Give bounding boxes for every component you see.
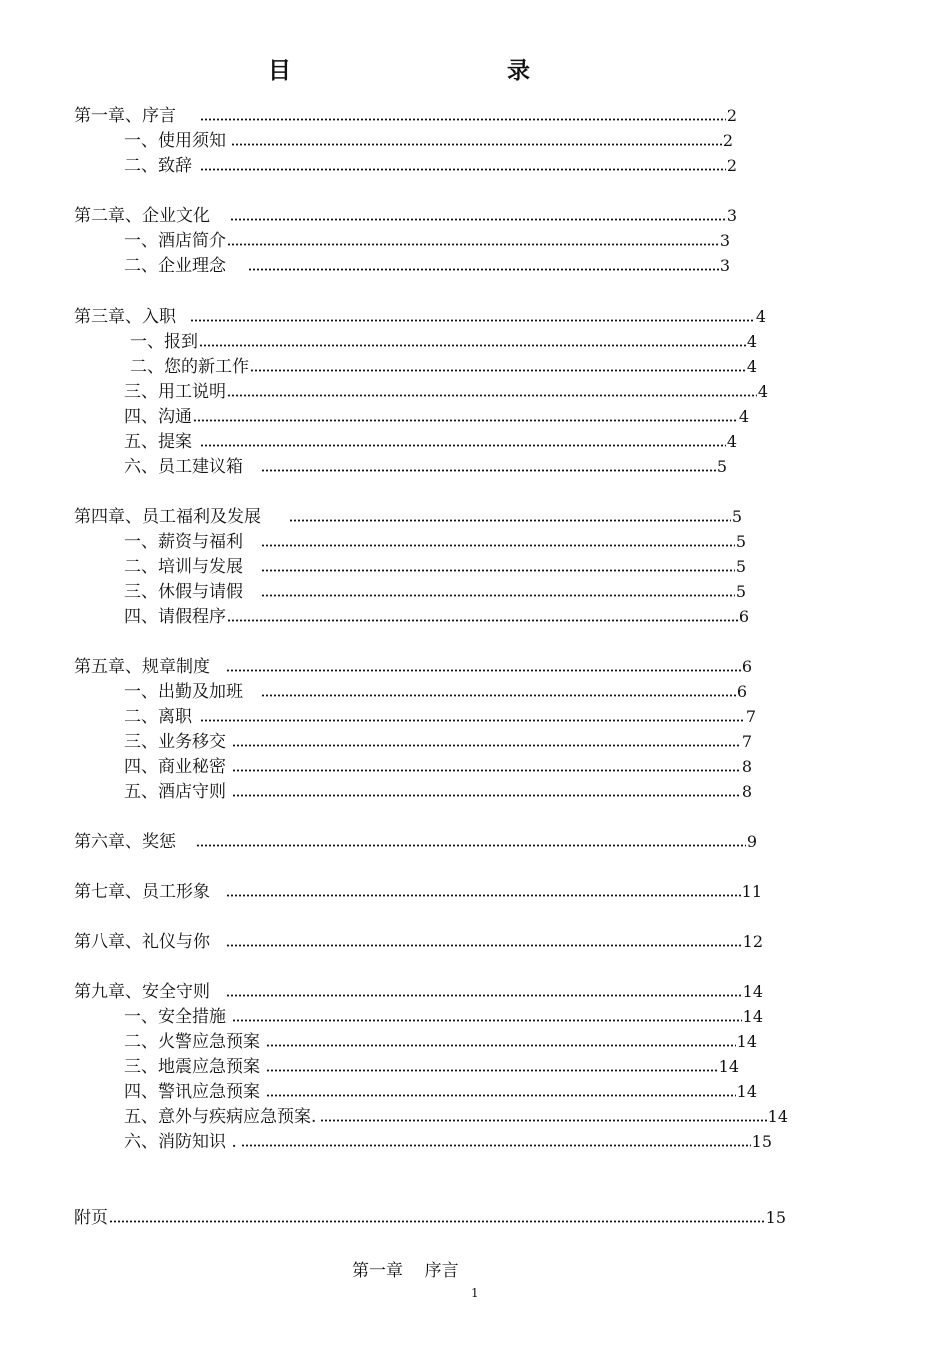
toc-entry-label: 一、使用须知 <box>124 131 226 151</box>
toc-page-number: 15 <box>751 1132 772 1151</box>
toc-page-number: 14 <box>767 1107 788 1126</box>
toc-page-number: 3 <box>726 206 737 225</box>
toc-entry-section[interactable] <box>124 1080 757 1104</box>
dot-leader <box>250 369 746 372</box>
dot-leader <box>227 394 757 397</box>
toc-entry-label: 第二章、企业文化 <box>74 206 210 226</box>
toc-page-number: 4 <box>746 357 757 376</box>
toc-entry-label: 四、商业秘密 <box>124 757 226 777</box>
dot-leader <box>196 844 746 847</box>
toc-entry-chapter-5[interactable] <box>74 655 752 679</box>
dot-leader <box>231 143 722 146</box>
toc-entry-section[interactable] <box>124 780 752 804</box>
toc-entry-chapter-4[interactable] <box>74 505 742 529</box>
toc-entry-label: 第五章、规章制度 <box>74 657 210 677</box>
toc-entry-label: 一、安全措施 <box>124 1007 226 1027</box>
toc-page-number: 14 <box>736 1032 757 1051</box>
dot-leader <box>227 619 738 622</box>
toc-entry-label: 第三章、入职 <box>74 307 176 327</box>
page-number: 1 <box>471 1286 479 1300</box>
toc-entry-label: 二、企业理念 <box>124 256 226 276</box>
toc-entry-label: 第七章、员工形象 <box>74 882 210 902</box>
toc-page-number: 2 <box>726 106 737 125</box>
toc-page-number: 4 <box>738 407 749 426</box>
toc-page-number: 3 <box>719 231 730 250</box>
toc-entry-chapter-9[interactable] <box>74 980 763 1004</box>
toc-entry-section[interactable] <box>130 330 757 354</box>
toc-page-number: 14 <box>718 1057 739 1076</box>
toc-page-number: 6 <box>736 682 747 701</box>
toc-entry-label: 二、火警应急预案 <box>124 1032 260 1052</box>
toc-page-number: 5 <box>735 532 746 551</box>
toc-entry-section[interactable] <box>124 730 752 754</box>
toc-entry-label: 一、酒店简介 <box>124 231 226 251</box>
toc-entry-label: 五、酒店守则 <box>124 782 226 802</box>
toc-entry-chapter-3[interactable] <box>74 305 766 329</box>
toc-entry-section[interactable] <box>124 405 749 429</box>
toc-page-number: 7 <box>741 732 752 751</box>
toc-entry-label: 六、员工建议箱 <box>124 457 243 477</box>
toc-entry-label: 五、意外与疾病应急预案. <box>124 1107 317 1127</box>
dot-leader <box>261 594 735 597</box>
dot-leader <box>199 344 746 347</box>
dot-leader <box>227 243 719 246</box>
toc-page-number: 5 <box>716 457 727 476</box>
dot-leader <box>261 469 716 472</box>
toc-entry-section[interactable] <box>124 455 727 479</box>
toc-entry-chapter-2[interactable] <box>74 204 737 228</box>
dot-leader <box>232 1019 742 1022</box>
toc-entry-label: 第八章、礼仪与你 <box>74 932 210 952</box>
toc-entry-section[interactable] <box>124 530 746 554</box>
dot-leader <box>190 319 755 322</box>
toc-entry-label: 第四章、员工福利及发展 <box>74 507 261 527</box>
toc-page-number: 14 <box>736 1082 757 1101</box>
toc-entry-label: 一、出勤及加班 <box>124 682 243 702</box>
toc-page-number: 4 <box>726 432 737 451</box>
toc-entry-label: 六、消防知识 . <box>124 1132 237 1152</box>
toc-page-number: 4 <box>746 332 757 351</box>
toc-page-number: 4 <box>755 307 766 326</box>
toc-entry-section[interactable] <box>124 1130 772 1154</box>
dot-leader <box>230 218 726 221</box>
toc-entry-label: 四、沟通 <box>124 407 192 427</box>
toc-entry-section[interactable] <box>124 380 768 404</box>
dot-leader <box>226 669 741 672</box>
toc-page-number: 6 <box>738 607 749 626</box>
toc-entry-label: 三、休假与请假 <box>124 582 243 602</box>
toc-entry-section[interactable] <box>124 705 756 729</box>
dot-leader <box>261 694 736 697</box>
toc-page-number: 7 <box>745 707 756 726</box>
chapter-heading: 第一章 序言 <box>352 1261 459 1281</box>
toc-page-number: 5 <box>735 582 746 601</box>
toc-page-number: 2 <box>722 131 733 150</box>
toc-page-number: 11 <box>741 882 762 901</box>
toc-entry-section[interactable] <box>130 355 757 379</box>
toc-entry-label: 第六章、奖惩 <box>74 832 176 852</box>
toc-title-right: 录 <box>507 58 530 84</box>
toc-entry-label: 五、提案 <box>124 432 192 452</box>
toc-entry-label: 二、您的新工作 <box>130 357 249 377</box>
dot-leader <box>261 569 735 572</box>
toc-page-number: 5 <box>735 557 746 576</box>
toc-entry-chapter-6[interactable] <box>74 830 757 854</box>
toc-entry-section[interactable] <box>124 580 746 604</box>
toc-entry-label: 第一章、序言 <box>74 106 176 126</box>
dot-leader <box>266 1069 718 1072</box>
toc-entry-label: 附页 <box>74 1208 108 1228</box>
toc-entry-section[interactable] <box>124 430 737 454</box>
toc-entry-section[interactable] <box>124 129 733 153</box>
toc-entry-appendix[interactable] <box>74 1206 786 1230</box>
toc-entry-section[interactable] <box>124 680 747 704</box>
toc-entry-label: 四、请假程序 <box>124 607 226 627</box>
toc-page-number: 5 <box>731 507 742 526</box>
toc-entry-label: 一、报到 <box>130 332 198 352</box>
toc-entry-section[interactable] <box>124 1055 739 1079</box>
toc-entry-label: 四、警讯应急预案 <box>124 1082 260 1102</box>
toc-page-number: 2 <box>726 156 737 175</box>
dot-leader <box>226 894 741 897</box>
dot-leader <box>200 118 726 121</box>
dot-leader <box>226 994 742 997</box>
toc-entry-label: 第九章、安全守则 <box>74 982 210 1002</box>
toc-page-number: 8 <box>741 782 752 801</box>
toc-entry-section[interactable] <box>124 605 749 629</box>
toc-entry-section[interactable] <box>124 254 730 278</box>
dot-leader <box>200 719 745 722</box>
toc-page-number: 6 <box>741 657 752 676</box>
toc-entry-chapter-7[interactable] <box>74 880 762 904</box>
toc-page-number: 14 <box>742 1007 763 1026</box>
toc-entry-section[interactable] <box>124 1030 757 1054</box>
dot-leader <box>200 444 726 447</box>
toc-page-number: 9 <box>746 832 757 851</box>
toc-entry-label: 二、致辞 <box>124 156 192 176</box>
toc-page-number: 4 <box>757 382 768 401</box>
dot-leader <box>226 944 742 947</box>
toc-entry-section[interactable] <box>124 555 746 579</box>
toc-entry-label: 三、地震应急预案 <box>124 1057 260 1077</box>
toc-entry-chapter-8[interactable] <box>74 930 763 954</box>
toc-page-number: 8 <box>741 757 752 776</box>
dot-leader <box>266 1044 736 1047</box>
toc-page-number: 15 <box>765 1208 786 1227</box>
toc-entry-chapter-1[interactable] <box>74 104 737 128</box>
toc-entry-label: 二、离职 <box>124 707 192 727</box>
dot-leader <box>232 794 741 797</box>
toc-entry-section[interactable] <box>124 229 730 253</box>
dot-leader <box>200 168 726 171</box>
toc-entry-label: 二、培训与发展 <box>124 557 243 577</box>
dot-leader <box>241 1144 751 1147</box>
toc-entry-section[interactable] <box>124 1105 788 1129</box>
toc-title-left: 目 <box>268 58 291 84</box>
dot-leader <box>266 1094 736 1097</box>
toc-entry-section[interactable] <box>124 154 737 178</box>
toc-entry-section[interactable] <box>124 755 752 779</box>
dot-leader <box>289 519 731 522</box>
toc-entry-label: 三、业务移交 <box>124 732 226 752</box>
dot-leader <box>193 419 738 422</box>
toc-page-number: 14 <box>742 982 763 1001</box>
dot-leader <box>261 544 735 547</box>
dot-leader <box>109 1220 765 1223</box>
toc-page-number: 12 <box>742 932 763 951</box>
toc-entry-section[interactable] <box>124 1005 763 1029</box>
toc-entry-label: 三、用工说明 <box>124 382 226 402</box>
dot-leader <box>232 769 741 772</box>
toc-page-number: 3 <box>719 256 730 275</box>
toc-entry-label: 一、薪资与福利 <box>124 532 243 552</box>
dot-leader <box>232 744 741 747</box>
dot-leader <box>320 1119 766 1122</box>
dot-leader <box>248 268 719 271</box>
